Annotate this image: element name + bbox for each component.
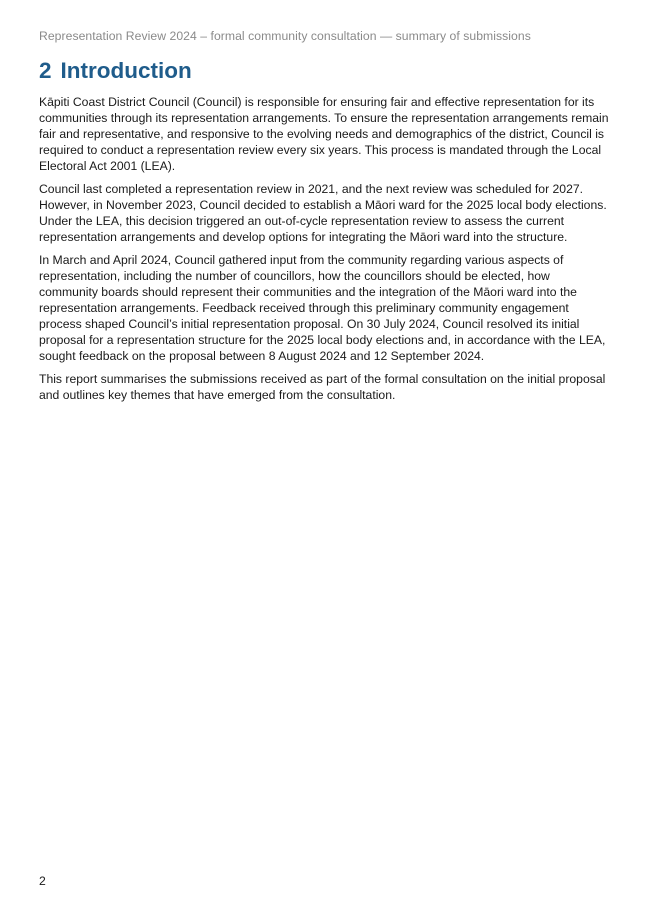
paragraph: Council last completed a representation review in 2021, and the next review was scheduled for 2027. However, in November 2023, Council decided to establish a Māori ward for the 2025 local body elections. Under the LEA, this decision triggered an out-of-cycle representation review to assess the current representation arrangements and develop options for integrating the Māori ward into the structure. xyxy=(39,182,607,244)
section-title: Introduction xyxy=(60,58,192,83)
paragraph: Kāpiti Coast District Council (Council) is responsible for ensuring fair and effective representation for its communities through its representation arrangements. To ensure the representation arrangements remain fair and representative, and responsive to the evolving needs and demographics of the district, Council is required to conduct a representation review every six years. This process is mandated through the Local Electoral Act 2001 (LEA). xyxy=(39,95,609,173)
running-header: Representation Review 2024 – formal community consultation — summary of submissions xyxy=(39,29,531,43)
paragraph: In March and April 2024, Council gathered input from the community regarding various aspects of representation, including the number of councillors, how the councillors should be elected, how community boards should represent their communities and the integration of the Māori ward into the representation arrangements. Feedback received through this preliminary community engagement process shaped Council’s initial representation proposal. On 30 July 2024, Council resolved its initial proposal for a representation structure for the 2025 local body elections and, in accordance with the LEA, sought feedback on the proposal between 8 August 2024 and 12 September 2024. xyxy=(39,253,606,363)
page-number: 2 xyxy=(39,874,46,888)
section-body xyxy=(39,94,611,410)
section-heading xyxy=(39,58,192,84)
paragraph: This report summarises the submissions received as part of the formal consultation on the initial proposal and outlines key themes that have emerged from the consultation. xyxy=(39,372,606,402)
section-number: 2 xyxy=(39,58,52,83)
